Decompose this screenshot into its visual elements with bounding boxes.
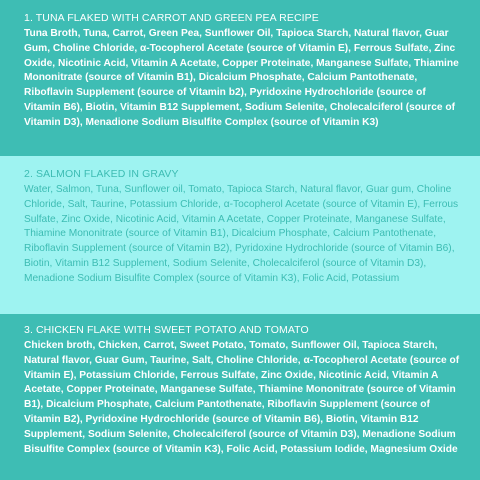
- ingredient-list: Tuna Broth, Tuna, Carrot, Green Pea, Sunflower Oil, Tapioca Starch, Natural flavor, Guar Gum, Choline Chloride, α-Tocopherol Acetate (source of Vitamin E), Ferrous Sulfate, Zinc Oxide, Nicotinic Acid, Vitamin A Acetate, Copper Proteinate, Manganese Sulfate, Thiamine Mononitrate (source of Vitamin B1), Dicalcium Phosphate, Calcium Pantothenate, Riboflavin Supplement (source of Vitamin b2), Pyridoxine Hydrochloride (source of Vitamin B6), Biotin, Vitamin B12 Supplement, Sodium Selenite, Cholecalciferol (source of Vitamin D3), Menadione Sodium Bisulfite Complex (source of Vitamin K3): [24, 28, 459, 128]
- ingredient-list: Chicken broth, Chicken, Carrot, Sweet Potato, Tomato, Sunflower Oil, Tapioca Starch, Natural flavor, Guar Gum, Taurine, Salt, Choline Chloride, α-Tocopherol Acetate (source of Vitamin E), Potassium Chloride, Ferrous Sulfate, Zinc Oxide, Nicotinic Acid, Vitamin A Acetate, Copper Proteinate, Manganese Sulfate, Thiamine Mononitrate (source of Vitamin B1), Dicalcium Phosphate, Calcium Pantothenate, Riboflavin Supplement (source of Vitamin B2), Pyridoxine Hydrochloride (source of Vitamin B6), Biotin, Vitamin B12 Supplement, Sodium Selenite, Cholecalciferol (source of Vitamin D3), Menadione Sodium Bisulfite Complex (source of Vitamin K3), Folic Acid, Potassium Iodide, Magnesium Oxide: [24, 340, 460, 455]
- ingredient-list: Water, Salmon, Tuna, Sunflower oil, Tomato, Tapioca Starch, Natural flavor, Guar gum, Choline Chloride, Salt, Taurine, Potassium Chloride, α-Tocopherol Acetate (source of Vitamin E), Ferrous Sulfate, Zinc Oxide, Nicotinic Acid, Vitamin A Acetate, Copper Proteinate, Manganese Sulfate, Thiamine Mononitrate (source of Vitamin B1), Dicalcium Phosphate, Calcium Pantothenate, Riboflavin Supplement (source of Vitamin B2), Pyridoxine Hydrochloride (source of Vitamin B6), Biotin, Vitamin B12 Supplement, Sodium Selenite, Cholecalciferol (source of Vitamin D3), Menadione Sodium Bisulfite Complex (source of Vitamin K3), Folic Acid, Potassium: [24, 184, 459, 284]
- recipe-title: 2. SALMON FLAKED IN GRAVY: [24, 168, 179, 180]
- recipe-panel-salmon: [0, 156, 480, 314]
- recipe-panel-chicken: [0, 314, 480, 480]
- recipe-panel-tuna: [0, 0, 480, 156]
- recipe-title: 1. TUNA FLAKED WITH CARROT AND GREEN PEA RECIPE: [24, 12, 319, 24]
- recipe-title: 3. CHICKEN FLAKE WITH SWEET POTATO AND TOMATO: [24, 324, 309, 336]
